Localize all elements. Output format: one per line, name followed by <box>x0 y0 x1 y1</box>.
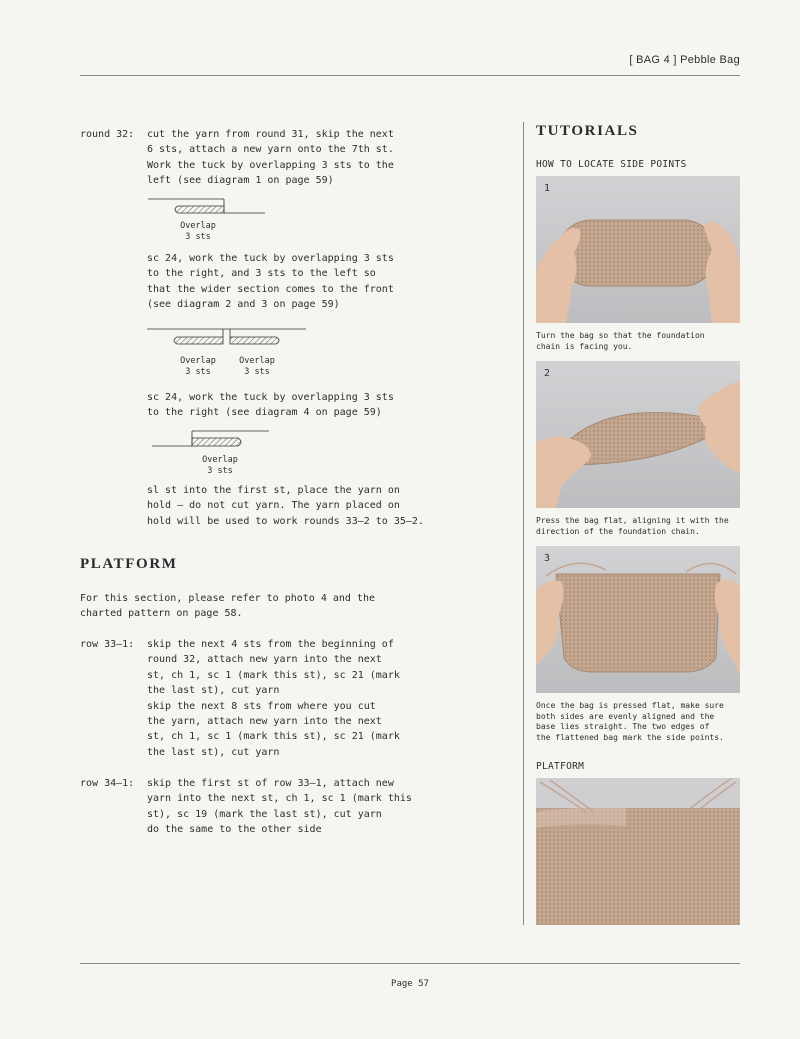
tutorial-photo-4 <box>536 778 740 925</box>
round-32-label: round 32: <box>80 129 135 140</box>
row-33-1-text: skip the next 4 sts from the beginning of round 32, attach new yarn into the next st, ch 1, sc 1 (mark this st), sc 21 (mark the last st), cut yarn skip the next 8 sts from where you cut the yarn, attach new yarn into the next st, ch 1, sc 1 (mark this st), sc 21 (mark the last st), cut yarn <box>147 639 400 758</box>
photo-4-illustration <box>536 778 740 925</box>
diagram-2-caption-right: Overlap 3 sts <box>239 356 275 377</box>
round-32-text-4: sl st into the first st, place the yarn on hold — do not cut yarn. The yarn placed on hold will be used to work rounds 33–2 to 35–2. <box>147 485 424 527</box>
platform-intro: For this section, please refer to photo 4 and the charted pattern on page 58. <box>80 593 376 620</box>
tutorial-photo-1 <box>536 176 740 323</box>
photo-3-number: 3 <box>544 553 551 564</box>
round-32-text-2: sc 24, work the tuck by overlapping 3 sts to the right, and 3 sts to the left so that the wider section comes to the front (see diagram 2 and 3 on page 59) <box>147 253 394 311</box>
photo-3-caption: Once the bag is pressed flat, make sure both sides are evenly aligned and the base lies straight. The two edges of the flattened bag mark the side points. <box>536 701 724 742</box>
photo-2-illustration <box>536 361 740 508</box>
photo-2-number: 2 <box>544 368 551 379</box>
photo-1-caption: Turn the bag so that the foundation chain is facing you. <box>536 331 705 351</box>
diagram-2-caption-left: Overlap 3 sts <box>180 356 216 377</box>
photo-3-illustration <box>536 546 740 693</box>
page-number: Page 57 <box>391 979 429 989</box>
tutorial-photo-3 <box>536 546 740 693</box>
diagram-3-caption: Overlap 3 sts <box>202 455 238 476</box>
tuck-diagram-1 <box>148 195 268 220</box>
header-rule <box>80 75 740 76</box>
tutorial-photo-2 <box>536 361 740 508</box>
photo-2-caption: Press the bag flat, aligning it with the direction of the foundation chain. <box>536 516 729 536</box>
column-divider <box>523 122 524 925</box>
tutorials-heading: TUTORIALS <box>536 123 639 139</box>
row-34-1-label: row 34–1: <box>80 778 135 789</box>
tutorials-subtitle: HOW TO LOCATE SIDE POINTS <box>536 159 687 170</box>
tuck-diagram-3 <box>152 428 272 450</box>
diagram-1-caption: Overlap 3 sts <box>180 221 216 242</box>
platform-heading: PLATFORM <box>80 556 178 572</box>
round-32-text-3: sc 24, work the tuck by overlapping 3 sts to the right (see diagram 4 on page 59) <box>147 392 394 419</box>
page-header: [ BAG 4 ] Pebble Bag <box>629 54 740 66</box>
round-32-text-1: cut the yarn from round 31, skip the next 6 sts, attach a new yarn onto the 7th st. Work the tuck by overlapping 3 sts to the left (see diagram 1 on page 59) <box>147 129 394 187</box>
footer-rule <box>80 963 740 964</box>
row-33-1-label: row 33–1: <box>80 639 135 650</box>
tuck-diagram-2 <box>147 326 309 348</box>
photo-1-number: 1 <box>544 183 551 194</box>
photo-1-illustration <box>536 176 740 323</box>
platform-photo-label: PLATFORM <box>536 761 585 772</box>
row-34-1-text: skip the first st of row 33–1, attach new yarn into the next st, ch 1, sc 1 (mark this st), sc 19 (mark the last st), cut yarn do the same to the other side <box>147 778 412 836</box>
